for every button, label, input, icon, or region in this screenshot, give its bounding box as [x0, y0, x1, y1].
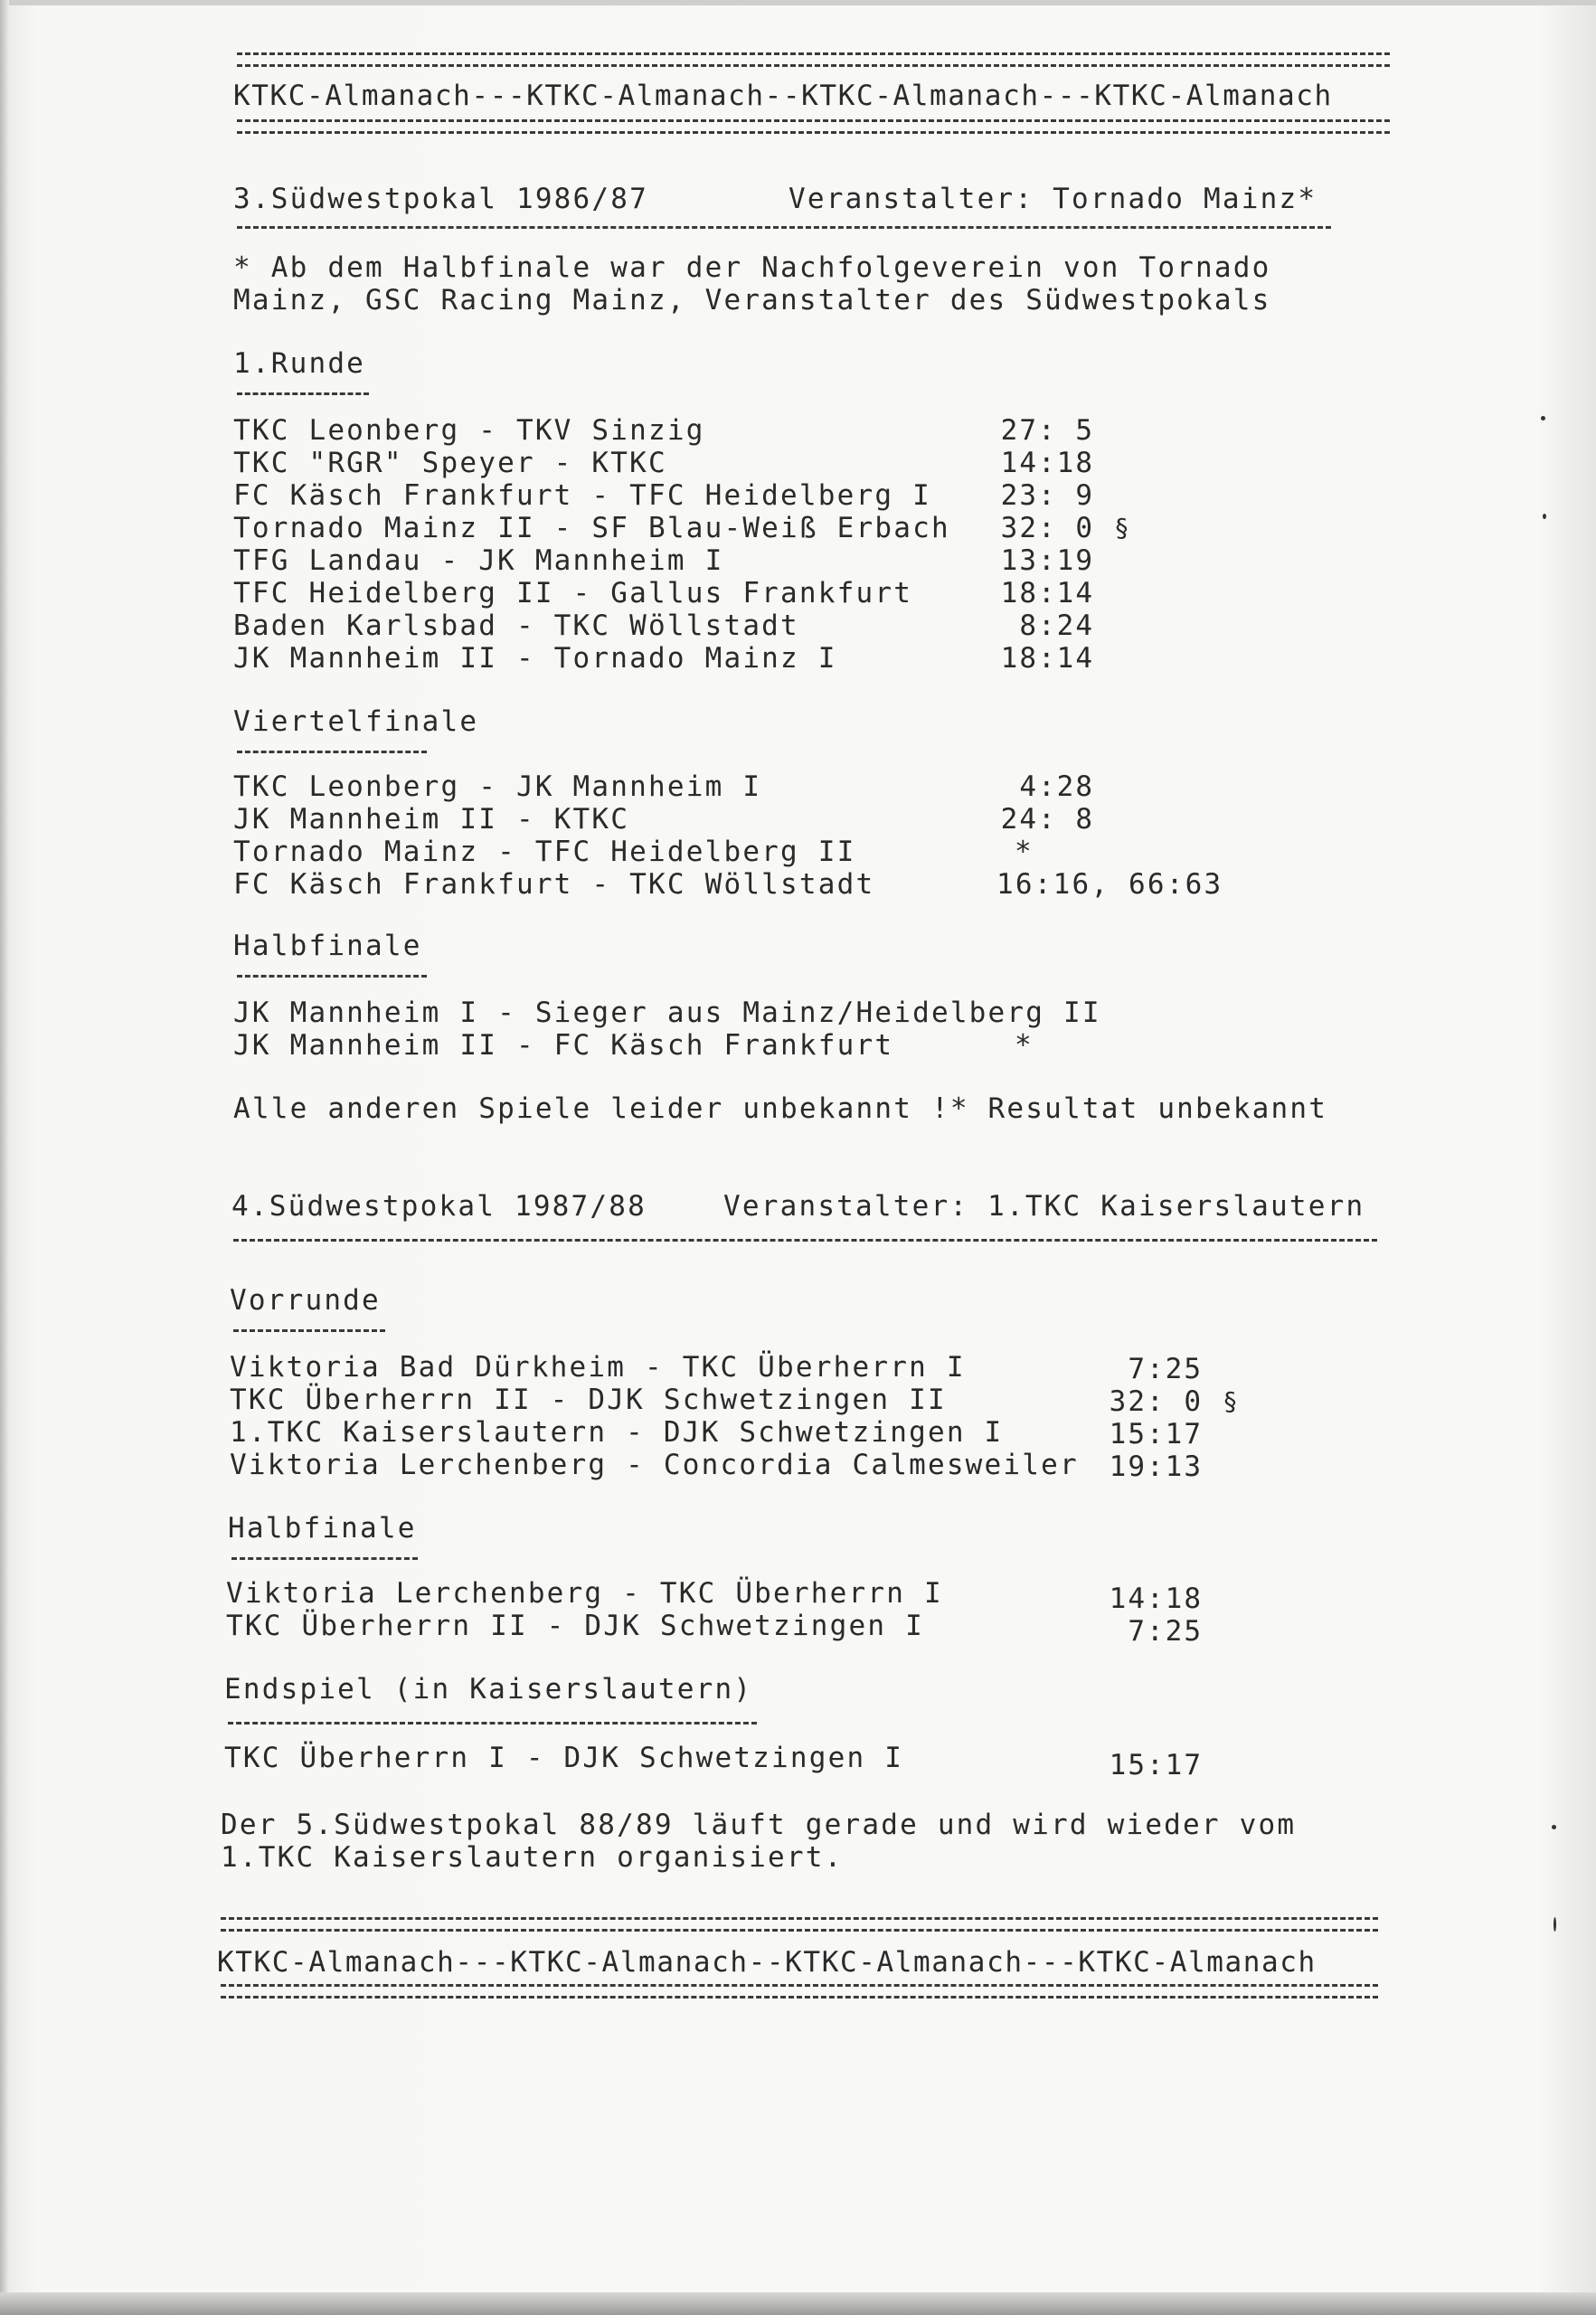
- scan-speck: [1554, 1917, 1556, 1932]
- match-score: 14:18: [1109, 1583, 1203, 1615]
- cup4-closing-line-1: Der 5.Südwestpokal 88/89 läuft gerade und wird wieder vom: [221, 1809, 1297, 1841]
- match-score: 14:18: [1000, 447, 1094, 479]
- list-item: JK Mannheim II - FC Käsch Frankfurt: [233, 1029, 894, 1062]
- cup4-title: 4.Südwestpokal 1987/88: [231, 1190, 647, 1223]
- scan-edge-top: [0, 0, 1596, 5]
- list-item: Viktoria Lerchenberg - Concordia Calmesweiler: [230, 1449, 1079, 1481]
- cup3-semi-heading: Halbfinale: [233, 930, 422, 962]
- cup3-footer-note: Alle anderen Spiele leider unbekannt !* Resultat unbekannt: [233, 1092, 1328, 1125]
- match-score: 23: 9: [1000, 479, 1094, 512]
- list-item: TKC Überherrn II - DJK Schwetzingen II: [230, 1384, 947, 1416]
- list-item: Viktoria Lerchenberg - TKC Überherrn I: [226, 1577, 943, 1610]
- match-score: 7:25: [1128, 1615, 1203, 1648]
- cup4-semi-heading: Halbfinale: [228, 1512, 417, 1545]
- banner-top-text: KTKC-Almanach---KTKC-Almanach--KTKC-Almanach---KTKC-Almanach: [233, 80, 1333, 112]
- match-score: 13:19: [1000, 544, 1094, 577]
- cup4-final-heading: Endspiel (in Kaiserslautern): [224, 1673, 753, 1706]
- cup4-organizer: Veranstalter: 1.TKC Kaiserslautern: [723, 1190, 1365, 1223]
- banner-bottom-rule-2: [221, 1984, 1378, 1998]
- list-item: Tornado Mainz - TFC Heidelberg II: [233, 836, 856, 868]
- match-score: 32: 0: [1109, 1385, 1203, 1418]
- match-score: 15:17: [1109, 1749, 1203, 1781]
- list-item: TKC Überherrn II - DJK Schwetzingen I: [226, 1610, 924, 1642]
- cup3-note-line-2: Mainz, GSC Racing Mainz, Veranstalter des Südwestpokals: [233, 284, 1271, 317]
- match-score: 18:14: [1000, 642, 1094, 675]
- match-score: *: [1015, 1029, 1034, 1062]
- match-score: 16:16, 66:63: [996, 868, 1223, 901]
- cup3-title-underline: [237, 226, 1331, 229]
- scan-edge-bottom: [0, 2292, 1596, 2315]
- list-item: FC Käsch Frankfurt - TFC Heidelberg I: [233, 479, 931, 512]
- scan-speck: [1552, 1825, 1556, 1829]
- list-item: TKC Leonberg - JK Mannheim I: [233, 770, 762, 803]
- list-item: Baden Karlsbad - TKC Wöllstadt: [233, 609, 799, 642]
- list-item: FC Käsch Frankfurt - TKC Wöllstadt: [233, 868, 875, 901]
- banner-top-rule: [237, 52, 1390, 67]
- cup4-prelim-heading: Vorrunde: [230, 1284, 381, 1317]
- cup4-semi-underline: [231, 1557, 418, 1560]
- match-score: *: [1015, 836, 1034, 868]
- match-score: 18:14: [1000, 577, 1094, 609]
- cup4-closing-line-2: 1.TKC Kaiserslautern organisiert.: [221, 1841, 844, 1874]
- cup3-semi-underline: [237, 975, 427, 978]
- scan-speck: [1541, 416, 1545, 420]
- cup3-note-line-1: * Ab dem Halbfinale war der Nachfolgeverein von Tornado: [233, 251, 1271, 284]
- cup3-round1-underline: [237, 392, 369, 395]
- cup3-title: 3.Südwestpokal 1986/87: [233, 183, 648, 215]
- list-item: JK Mannheim II - KTKC: [233, 803, 630, 836]
- list-item: 1.TKC Kaiserslautern - DJK Schwetzingen I: [230, 1416, 1004, 1449]
- scan-edge-left: [0, 0, 9, 2315]
- cup3-organizer: Veranstalter: Tornado Mainz*: [789, 183, 1317, 215]
- list-item: TFC Heidelberg II - Gallus Frankfurt: [233, 577, 913, 609]
- match-score: 4:28: [1019, 770, 1094, 803]
- banner-bottom-text: KTKC-Almanach---KTKC-Almanach--KTKC-Almanach---KTKC-Almanach: [217, 1946, 1317, 1979]
- match-score: 8:24: [1019, 609, 1094, 642]
- match-score: 32: 0: [1000, 512, 1094, 544]
- match-score: 7:25: [1128, 1353, 1203, 1385]
- match-score: 27: 5: [1000, 414, 1094, 447]
- list-item: Viktoria Bad Dürkheim - TKC Überherrn I: [230, 1351, 966, 1384]
- match-score: 24: 8: [1000, 803, 1094, 836]
- list-item: Tornado Mainz II - SF Blau-Weiß Erbach: [233, 512, 950, 544]
- match-score: 15:17: [1109, 1418, 1203, 1450]
- cup4-final-underline: [228, 1722, 757, 1724]
- cup4-title-underline: [233, 1239, 1377, 1242]
- list-item: JK Mannheim II - Tornado Mainz I: [233, 642, 837, 675]
- match-score: 19:13: [1109, 1450, 1203, 1483]
- cup3-quarter-heading: Viertelfinale: [233, 705, 479, 738]
- forfeit-mark: §: [1114, 513, 1129, 543]
- list-item: TFG Landau - JK Mannheim I: [233, 544, 724, 577]
- forfeit-mark: §: [1223, 1386, 1238, 1416]
- cup4-prelim-underline: [233, 1329, 385, 1332]
- scan-speck: [1543, 514, 1546, 519]
- banner-top-rule-2: [237, 119, 1390, 134]
- list-item: TKC "RGR" Speyer - KTKC: [233, 447, 667, 479]
- list-item: TKC Überherrn I - DJK Schwetzingen I: [224, 1742, 904, 1774]
- cup3-quarter-underline: [237, 751, 427, 753]
- cup3-round1-heading: 1.Runde: [233, 347, 366, 380]
- list-item: TKC Leonberg - TKV Sinzig: [233, 414, 705, 447]
- banner-bottom-rule: [221, 1917, 1378, 1932]
- list-item: JK Mannheim I - Sieger aus Mainz/Heidelberg II: [233, 997, 1101, 1029]
